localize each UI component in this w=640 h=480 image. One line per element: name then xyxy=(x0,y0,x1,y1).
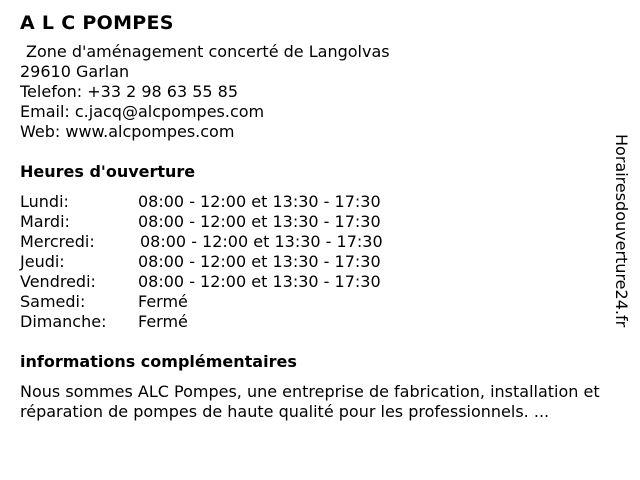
email-address: Email: c.jacq@alcpompes.com xyxy=(20,102,265,121)
website: Web: www.alcpompes.com xyxy=(20,122,235,141)
hours-table xyxy=(20,192,610,332)
hours-time: Fermé xyxy=(138,312,188,331)
hours-time: 08:00 - 12:00 et 13:30 - 17:30 xyxy=(138,212,381,231)
info-heading: informations complémentaires xyxy=(20,352,297,371)
company-name: A L C POMPES xyxy=(20,12,174,34)
hours-row-jeudi xyxy=(20,252,610,272)
hours-day: Mardi: xyxy=(20,212,70,231)
address-block xyxy=(20,42,610,142)
hours-time: 08:00 - 12:00 et 13:30 - 17:30 xyxy=(138,192,381,211)
info-description: Nous sommes ALC Pompes, une entreprise de fabrication, installation et réparation de pompes de haute qualité pour les professionnels. ... xyxy=(20,382,600,421)
phone-number: Telefon: +33 2 98 63 55 85 xyxy=(20,82,239,101)
hours-time: 08:00 - 12:00 et 13:30 - 17:30 xyxy=(138,252,381,271)
hours-day: Lundi: xyxy=(20,192,69,211)
hours-row-samedi xyxy=(20,292,610,312)
hours-day: Samedi: xyxy=(20,292,86,311)
hours-day: Jeudi: xyxy=(20,252,65,271)
hours-row-mercredi xyxy=(20,232,610,252)
hours-time: 08:00 - 12:00 et 13:30 - 17:30 xyxy=(138,272,381,291)
hours-day: Vendredi: xyxy=(20,272,96,291)
hours-heading: Heures d'ouverture xyxy=(20,162,196,181)
site-watermark xyxy=(610,134,632,344)
hours-row-dimanche xyxy=(20,312,610,332)
hours-row-lundi xyxy=(20,192,610,212)
address-city: 29610 Garlan xyxy=(20,62,130,81)
hours-row-vendredi xyxy=(20,272,610,292)
watermark-text: Horairesdouverture24.fr xyxy=(612,134,631,328)
hours-time: 08:00 - 12:00 et 13:30 - 17:30 xyxy=(140,232,383,251)
hours-day: Dimanche: xyxy=(20,312,107,331)
hours-row-mardi xyxy=(20,212,610,232)
hours-day: Mercredi: xyxy=(20,232,95,251)
hours-time: Fermé xyxy=(138,292,188,311)
address-street: Zone d'aménagement concerté de Langolvas xyxy=(26,42,390,61)
business-card xyxy=(20,10,610,422)
